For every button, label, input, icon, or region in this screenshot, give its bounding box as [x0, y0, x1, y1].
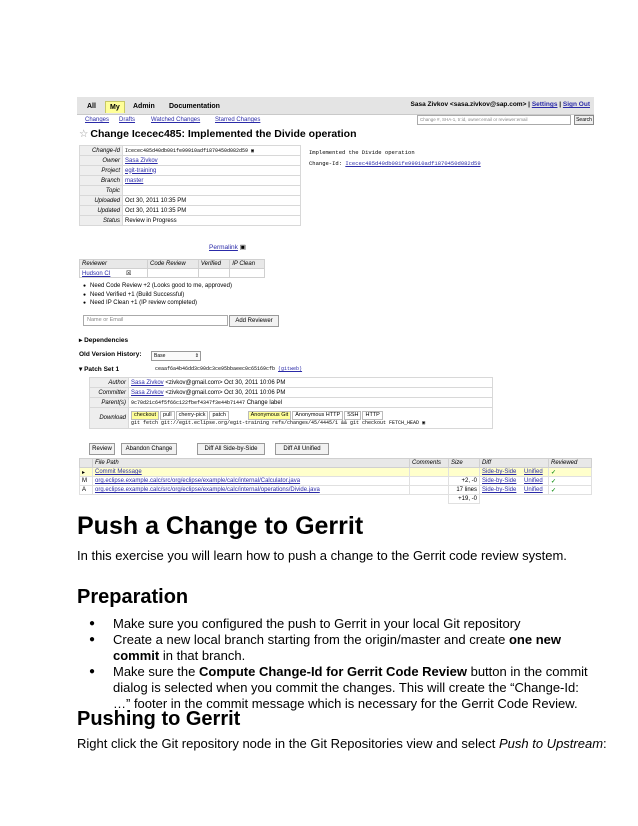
table-row: [90, 388, 493, 398]
pushing-heading: Pushing to Gerrit: [77, 708, 241, 730]
list-item-text: Make sure the: [113, 664, 199, 679]
copy-icon[interactable]: ▣: [251, 147, 255, 154]
change-title-row: [79, 128, 357, 140]
info-value: [123, 146, 301, 156]
dependencies-label: Dependencies: [84, 337, 129, 344]
info-value: Oct 30, 2011 10:35 PM: [123, 196, 301, 206]
cell: [230, 269, 265, 278]
info-value: [123, 186, 301, 196]
change-id-prefix: Change-Id:: [309, 160, 346, 167]
table-row: [80, 269, 265, 278]
info-key: Branch: [80, 176, 123, 186]
side-by-side-link[interactable]: Side-by-Side: [482, 478, 517, 484]
download-command[interactable]: [131, 420, 490, 426]
remove-reviewer-icon[interactable]: ☒: [126, 270, 132, 277]
patch-set-table: [89, 377, 493, 429]
table-row: [90, 398, 493, 408]
column-header: File Path: [93, 459, 410, 468]
tab-all[interactable]: All: [87, 103, 96, 110]
check-icon[interactable]: ✓: [551, 478, 557, 485]
committer-details: <zivkov@gmail.com> Oct 30, 2011 10:06 PM: [163, 389, 286, 396]
file-link[interactable]: org.eclipse.example.calc/src/org/eclipse/example/calc/internal/Calculator.java: [95, 478, 301, 484]
table-row: [80, 146, 301, 156]
change-title: Change Icecec485: Implemented the Divide operation: [90, 128, 357, 140]
diff-all-unified-button[interactable]: Diff All Unified: [275, 443, 329, 455]
cell: [148, 269, 199, 278]
cell: [410, 477, 449, 486]
info-key: Committer: [90, 388, 129, 398]
table-row: [80, 196, 301, 206]
file-link[interactable]: Commit Message: [95, 469, 142, 475]
info-key: Parent(s): [90, 398, 129, 408]
change-id-link[interactable]: Icecec485d40db001fe99910adf1870450d082d59: [345, 160, 481, 167]
side-by-side-link[interactable]: Side-by-Side: [482, 487, 517, 493]
status-marker: A: [80, 486, 93, 495]
cell: +2, -0: [449, 477, 480, 486]
download-command-text: git fetch git://egit.eclipse.org/egit-training refs/changes/45/4445/1 && git checkout FETCH_HEAD: [131, 419, 420, 426]
search-button[interactable]: Search: [574, 115, 594, 125]
add-reviewer-button[interactable]: Add Reviewer: [229, 315, 279, 327]
commit-message-line: [309, 158, 481, 169]
column-header: Code Review: [148, 260, 199, 269]
column-header: IP Clean: [230, 260, 265, 269]
subtab-changes[interactable]: Changes: [85, 117, 110, 123]
patch-set-hash: ceaaf6a4b46dd3c90dc3ce95bbaeec0c65169cfb: [155, 366, 276, 372]
column-header: Diff: [480, 459, 549, 468]
check-icon[interactable]: ✓: [551, 487, 557, 494]
column-header: Reviewed: [549, 459, 592, 468]
info-key: Topic: [80, 186, 123, 196]
list-item: [77, 632, 597, 664]
branch-link[interactable]: master: [125, 177, 144, 184]
tab-documentation[interactable]: Documentation: [169, 103, 220, 110]
change-id-value: Icecec485d40db001fe99910adf1870450d082d59: [125, 147, 249, 154]
paragraph-text: :: [603, 736, 607, 751]
info-key: Download: [90, 408, 129, 429]
list-item: ● Need IP Clean +1 (IP review completed): [83, 299, 232, 308]
files-table: [79, 458, 592, 504]
table-row: [80, 176, 301, 186]
cell: [198, 269, 229, 278]
list-item: [77, 616, 597, 632]
emphasis-text: Push to Upstream: [498, 736, 604, 751]
info-key: Updated: [80, 206, 123, 216]
emphasis-text: Compute Change-Id for Gerrit Code Review: [199, 664, 467, 679]
total-size: +19, -0: [449, 495, 480, 504]
download-tab[interactable]: patch: [209, 411, 228, 420]
copy-icon[interactable]: ▣: [239, 244, 246, 251]
subtab-starred[interactable]: Starred Changes: [215, 117, 261, 123]
row-marker-icon: ▸: [80, 468, 93, 477]
subtab-drafts[interactable]: Drafts: [119, 117, 136, 123]
settings-link[interactable]: Settings: [531, 101, 558, 108]
preparation-heading: Preparation: [77, 586, 189, 608]
table-row: [80, 156, 301, 166]
download-cell: [129, 408, 493, 429]
info-value: Oct 30, 2011 10:35 PM: [123, 206, 301, 216]
old-version-label: Old Version History:: [79, 351, 142, 358]
info-key: Author: [90, 378, 129, 388]
info-key: Change-Id: [80, 146, 123, 156]
star-icon[interactable]: ☆: [79, 128, 89, 140]
review-button[interactable]: Review: [89, 443, 115, 455]
unified-link[interactable]: Unified: [524, 478, 543, 484]
protocol-tab[interactable]: Anonymous HTTP: [292, 411, 343, 420]
cell: [449, 468, 480, 477]
table-row: [80, 216, 301, 226]
signout-link[interactable]: Sign Out: [562, 101, 590, 108]
table-row: [90, 378, 493, 388]
author-link[interactable]: Sasa Zivkov: [131, 379, 164, 386]
project-link[interactable]: egit-training: [125, 167, 157, 174]
change-info-table: [79, 145, 301, 226]
instruction-paragraph: [77, 736, 607, 751]
change-label: Change label: [246, 399, 283, 406]
abandon-button[interactable]: Abandon Change: [121, 443, 177, 455]
tab-admin[interactable]: Admin: [133, 103, 155, 110]
parent-hash: 9c70d21c64f5f66c122fbef4347f3e44b71447: [131, 399, 246, 406]
reviewer-table: [79, 259, 265, 278]
patch-set-toggle[interactable]: ▾ Patch Set 1: [79, 366, 120, 373]
commit-message-line: Implemented the Divide operation: [309, 149, 415, 156]
emphasis-text: one new commit: [113, 632, 561, 663]
protocol-tab[interactable]: HTTP: [362, 411, 382, 420]
table-header-row: [80, 459, 592, 468]
column-header: Comments: [410, 459, 449, 468]
info-key: Owner: [80, 156, 123, 166]
list-item: [77, 664, 597, 712]
chevron-down-icon: ⇕: [194, 353, 199, 359]
cell: 17 lines: [449, 486, 480, 495]
protocol-tab[interactable]: Anonymous Git: [248, 411, 292, 420]
info-key: Status: [80, 216, 123, 226]
table-row: [80, 206, 301, 216]
table-row: [90, 408, 493, 429]
table-row: [80, 166, 301, 176]
list-item: ● Need Verified +1 (Build Successful): [83, 291, 232, 300]
column-header: Reviewer: [80, 260, 148, 269]
gerrit-screenshot: [77, 97, 594, 515]
permalink-link[interactable]: Permalink: [209, 244, 238, 251]
info-value: Review in Progress: [123, 216, 301, 226]
protocol-tab[interactable]: SSH: [344, 411, 361, 420]
column-header: Verified: [198, 260, 229, 269]
list-item: ● Need Code Review +2 (Looks good to me, approved): [83, 282, 232, 291]
cell: [410, 468, 449, 477]
info-key: Project: [80, 166, 123, 176]
patch-set-label: Patch Set 1: [84, 366, 120, 373]
column-header: Size: [449, 459, 480, 468]
download-tab[interactable]: cherry-pick: [176, 411, 209, 420]
unified-link[interactable]: Unified: [524, 487, 543, 493]
old-version-value: Base: [154, 353, 166, 359]
intro-paragraph: In this exercise you will learn how to push a change to the Gerrit code review system.: [77, 548, 567, 563]
paragraph-text: Right click the Git repository node in the Git Repositories view and select: [77, 736, 499, 751]
patch-set-hash-row: [155, 366, 302, 372]
reviewer-link[interactable]: Hudson CI: [82, 270, 111, 277]
list-item-text: Create a new local branch starting from the origin/master and create: [113, 632, 509, 647]
cell: [410, 486, 449, 495]
list-item-text: in that branch.: [159, 648, 246, 663]
download-tab[interactable]: pull: [160, 411, 175, 420]
owner-link[interactable]: Sasa Zivkov: [125, 157, 158, 164]
user-box: Sasa Zivkov <sasa.zivkov@sap.com> | Settings | Sign Out: [410, 101, 590, 108]
table-row: [80, 495, 592, 504]
page-title: Push a Change to Gerrit: [77, 512, 364, 540]
copy-icon[interactable]: ▣: [422, 419, 426, 426]
old-version-select[interactable]: [151, 351, 201, 361]
needs-list: [83, 282, 232, 308]
table-row: [80, 186, 301, 196]
table-row[interactable]: [80, 477, 592, 486]
commit-message: [309, 147, 481, 169]
info-key: Uploaded: [80, 196, 123, 206]
user-name: Sasa Zivkov <sasa.zivkov@sap.com>: [410, 101, 527, 108]
tab-my[interactable]: My: [105, 101, 125, 113]
check-icon[interactable]: ✓: [551, 469, 557, 476]
unified-link[interactable]: Unified: [524, 469, 543, 475]
gitweb-link[interactable]: (gitweb): [278, 366, 303, 372]
permalink-row: [209, 243, 246, 251]
top-bar: [77, 97, 594, 115]
table-row[interactable]: [80, 486, 592, 495]
list-item-text: Make sure you configured the push to Gerrit in your local Git repository: [113, 616, 521, 631]
preparation-list: [77, 616, 597, 712]
status-marker: M: [80, 477, 93, 486]
search-input[interactable]: Change #, SHA-1, tr:id, owner:email or reviewer:email: [417, 115, 571, 125]
table-row[interactable]: [80, 468, 592, 477]
download-tab[interactable]: checkout: [131, 411, 159, 420]
dependencies-toggle[interactable]: ▸ Dependencies: [79, 337, 129, 344]
subtab-watched[interactable]: Watched Changes: [151, 117, 201, 123]
download-tabs: [131, 411, 490, 420]
committer-link[interactable]: Sasa Zivkov: [131, 389, 164, 396]
diff-all-sbs-button[interactable]: Diff All Side-by-Side: [197, 443, 265, 455]
table-header-row: [80, 260, 265, 269]
reviewer-email-input[interactable]: Name or Email: [83, 315, 228, 326]
list-item-text: button in the commit dialog is selected when you commit the changes. This will create the “Change-Id: …” footer in the commit message which is necessary for the Gerrit Code Review.: [113, 664, 588, 711]
column-header: [80, 459, 93, 468]
file-link[interactable]: org.eclipse.example.calc/src/org/eclipse/example/calc/internal/operations/Divide.java: [95, 487, 320, 493]
side-by-side-link[interactable]: Side-by-Side: [482, 469, 517, 475]
author-details: <zivkov@gmail.com> Oct 30, 2011 10:06 PM: [163, 379, 286, 386]
